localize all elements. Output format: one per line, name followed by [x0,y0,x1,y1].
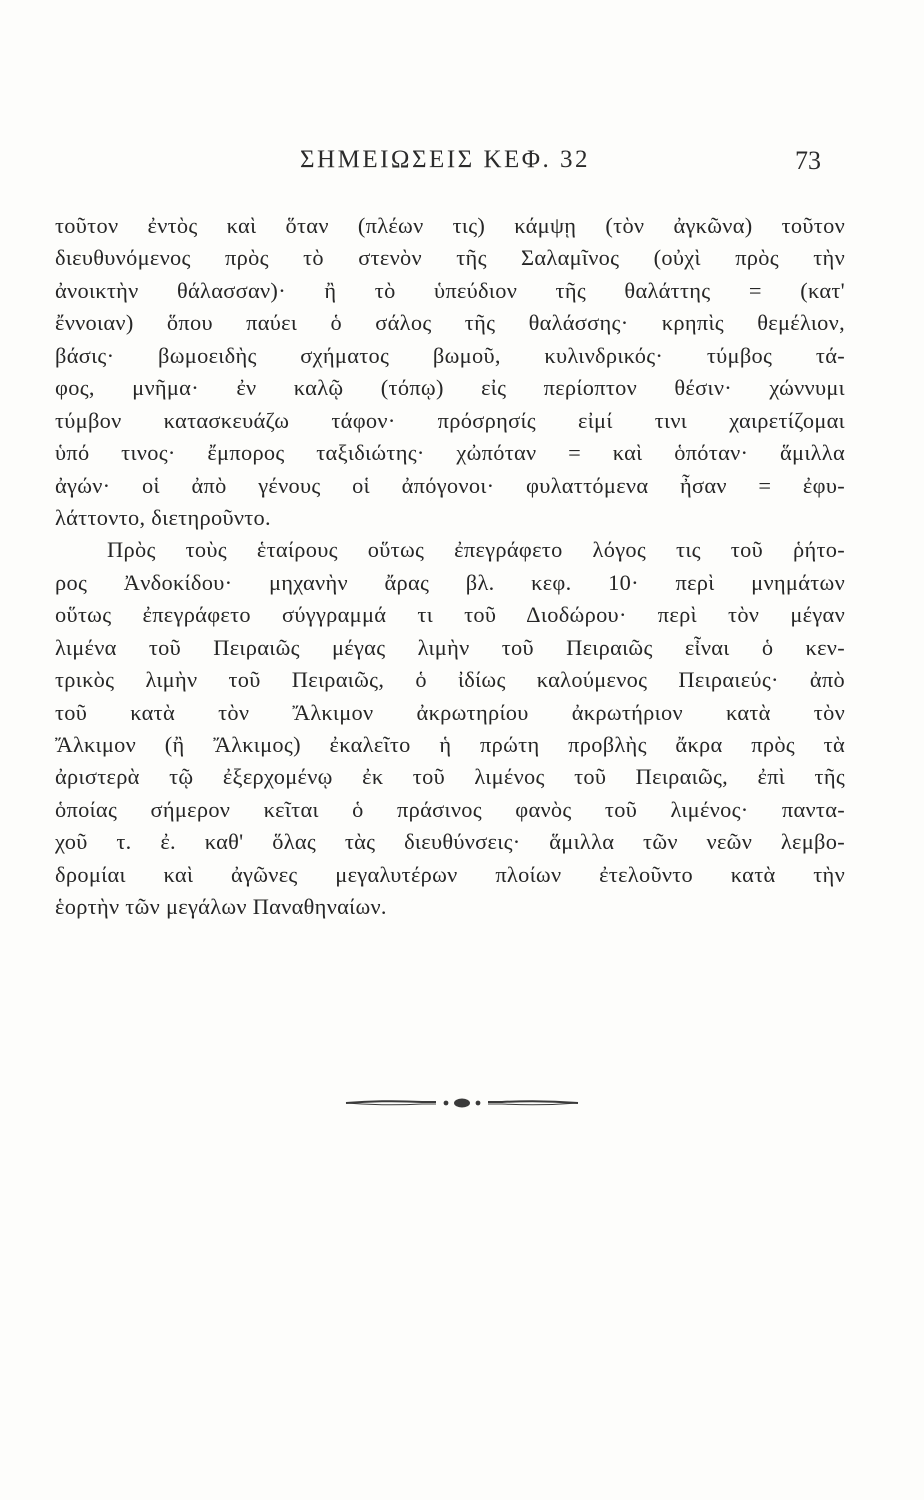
text-line: χοῦ τ. ἐ. καθ' ὅλας τὰς διευθύνσεις· ἅμιλλα τῶν νεῶν λεμβο- [55,829,845,855]
paragraph-1 [55,210,845,534]
text-line: ρος Ἀνδοκίδου· μηχανὴν ἄρας βλ. κεφ. 10· περὶ μνημάτων [55,569,845,595]
text-line: ἀριστερὰ τῷ ἐξερχομένῳ ἐκ τοῦ λιμένος τοῦ Πειραιῶς, ἐπὶ τῆς [55,764,845,790]
text-line: βάσις· βωμοειδὴς σχήματος βωμοῦ, κυλινδρικός· τύμβος τά- [55,342,845,368]
text-line: φος, μνῆμα· ἐν καλῷ (τόπῳ) εἰς περίοπτον θέσιν· χώννυμι [55,375,845,401]
text-line: τρικὸς λιμὴν τοῦ Πειραιῶς, ὁ ἰδίως καλούμενος Πειραιεύς· ἀπὸ [55,667,845,693]
text-line: τύμβον κατασκευάζω τάφον· πρόσρησίς εἰμί τινι χαιρετίζομαι [55,407,845,433]
text-line: ὁποίας σήμερον κεῖται ὁ πράσινος φανὸς τοῦ λιμένος· παντα- [55,796,845,822]
text-line: οὕτως ἐπεγράφετο σύγγραμμά τι τοῦ Διοδώρου· περὶ τὸν μέγαν [55,602,845,628]
notes-text [55,210,845,924]
text-line: διευθυνόμενος πρὸς τὸ στενὸν τῆς Σαλαμῖνος (οὐχὶ πρὸς τὴν [55,245,845,271]
running-head [0,146,924,182]
running-head-title: ΣΗΜΕΙΩΣΕΙΣ ΚΕΦ. 32 [300,146,591,173]
text-line: ἑορτὴν τῶν μεγάλων Παναθηναίων. [55,894,387,920]
text-line: Ἄλκιμον (ἢ Ἄλκιμος) ἐκαλεῖτο ἡ πρώτη προβλὴς ἄκρα πρὸς τὰ [55,732,845,757]
text-line: ἔννοιαν) ὅπου παύει ὁ σάλος τῆς θαλάσσης· κρηπὶς θεμέλιον, [55,310,845,336]
text-line: τοῦ κατὰ τὸν Ἄλκιμον ἀκρωτηρίου ἀκρωτήριον κατὰ τὸν [55,699,845,725]
text-line: ἀγών· οἱ ἀπὸ γένους οἱ ἀπόγονοι· φυλαττόμενα ἦσαν = ἐφυ- [55,472,845,498]
text-line: τοῦτον ἐντὸς καὶ ὅταν (πλέων τις) κάμψῃ (τὸν ἀγκῶνα) τοῦτον [55,213,845,238]
text-line: ὑπό τινος· ἔμπορος ταξιδιώτης· χὠπόταν = καὶ ὁπόταν· ἅμιλλα [55,440,845,466]
text-line: ἀνοικτὴν θάλασσαν)· ἢ τὸ ὑπεύδιον τῆς θαλάττης = (κατ' [55,277,845,303]
end-of-chapter-ornament [344,1096,580,1110]
text-line: Πρὸς τοὺς ἑταίρους οὕτως ἐπεγράφετο λόγος τις τοῦ ῥήτο- [107,537,845,563]
page-number: 73 [795,146,821,175]
paragraph-2 [55,534,845,923]
text-line: λιμένα τοῦ Πειραιῶς μέγας λιμὴν τοῦ Πειραιῶς εἶναι ὁ κεν- [55,634,845,660]
text-line: λάττοντο, διετηροῦντο. [55,504,271,530]
text-line: δρομίαι καὶ ἀγῶνες μεγαλυτέρων πλοίων ἐτελοῦντο κατὰ τὴν [55,861,845,887]
